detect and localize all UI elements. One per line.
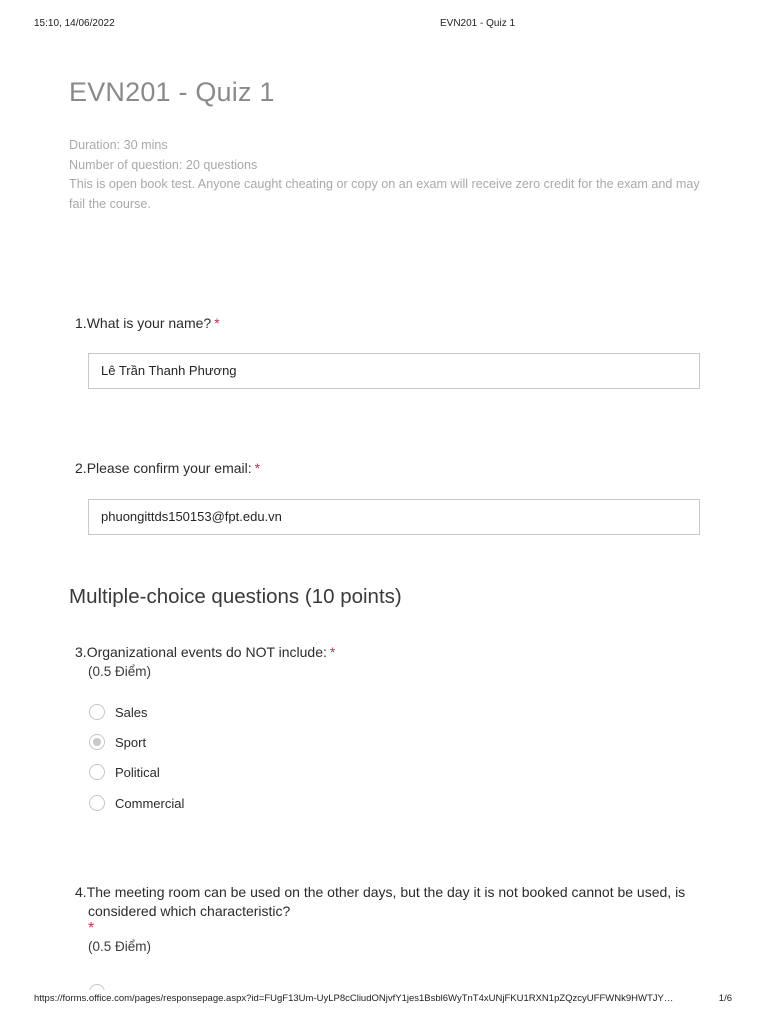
question-4 — [75, 883, 715, 956]
option-sales[interactable] — [89, 703, 389, 723]
print-header — [34, 18, 734, 32]
required-star: * — [254, 460, 261, 476]
radio-button[interactable] — [89, 764, 105, 780]
print-footer — [34, 993, 734, 1007]
radio-button-partial[interactable] — [89, 984, 105, 990]
radio-button-selected[interactable] — [89, 734, 105, 750]
question-2 — [75, 459, 705, 478]
form-duration: Duration: 30 mins — [69, 138, 168, 152]
print-url: https://forms.office.com/pages/responsepage.aspx?id=FUgF13Um-UyLP8cCliudONjvfY1jes1Bsbl6WyTnT4xUNjFKU1RXN1pZQzcyUFFWNk9HWTJY… — [34, 993, 674, 1004]
question-4-text: The meeting room can be used on the other days, but the day it is not booked cannot be used, is considered which characteristic? — [86, 884, 686, 919]
question-4-number: 4. — [75, 884, 87, 900]
email-input[interactable]: phuongittds150153@fpt.edu.vn — [88, 499, 700, 535]
required-star: * — [329, 644, 336, 660]
radio-button[interactable] — [89, 704, 105, 720]
question-3-text: Organizational events do NOT include: — [86, 644, 327, 660]
question-3 — [75, 643, 705, 681]
required-star: * — [88, 920, 95, 937]
question-3-number: 3. — [75, 644, 87, 660]
required-star: * — [214, 315, 220, 331]
question-1-title — [75, 314, 705, 333]
option-sport[interactable] — [89, 733, 389, 753]
section-title: Multiple-choice questions (10 points) — [69, 585, 402, 608]
question-2-number: 2. — [75, 460, 87, 476]
question-3-points: (0.5 Điểm) — [88, 664, 152, 679]
name-input[interactable]: Lê Trần Thanh Phương — [88, 353, 700, 389]
question-2-text: Please confirm your email: — [86, 460, 252, 476]
question-1-text: What is your name? — [86, 315, 212, 331]
option-label: Sport — [115, 735, 147, 750]
question-1 — [75, 314, 705, 333]
option-label: Political — [115, 765, 160, 780]
question-3-title — [75, 643, 705, 662]
print-timestamp: 15:10, 14/06/2022 — [34, 18, 115, 29]
print-page-title: EVN201 - Quiz 1 — [440, 18, 516, 29]
form-question-count: Number of question: 20 questions — [69, 157, 258, 172]
option-commercial[interactable] — [89, 794, 389, 814]
question-1-number: 1. — [75, 315, 87, 331]
question-2-title — [75, 459, 705, 478]
question-4-points: (0.5 Điểm) — [88, 939, 152, 954]
radio-button[interactable] — [89, 795, 105, 811]
form-rules: This is open book test. Anyone caught cheating or copy on an exam will receive zero credit for the exam and may fail the course. — [69, 177, 700, 211]
question-4-title — [75, 883, 715, 921]
form-description — [69, 136, 709, 214]
form-title: EVN201 - Quiz 1 — [69, 77, 275, 107]
option-political[interactable] — [89, 763, 389, 783]
print-page-number: 1/6 — [718, 993, 732, 1004]
option-label: Sales — [115, 705, 148, 720]
option-label: Commercial — [115, 796, 185, 811]
